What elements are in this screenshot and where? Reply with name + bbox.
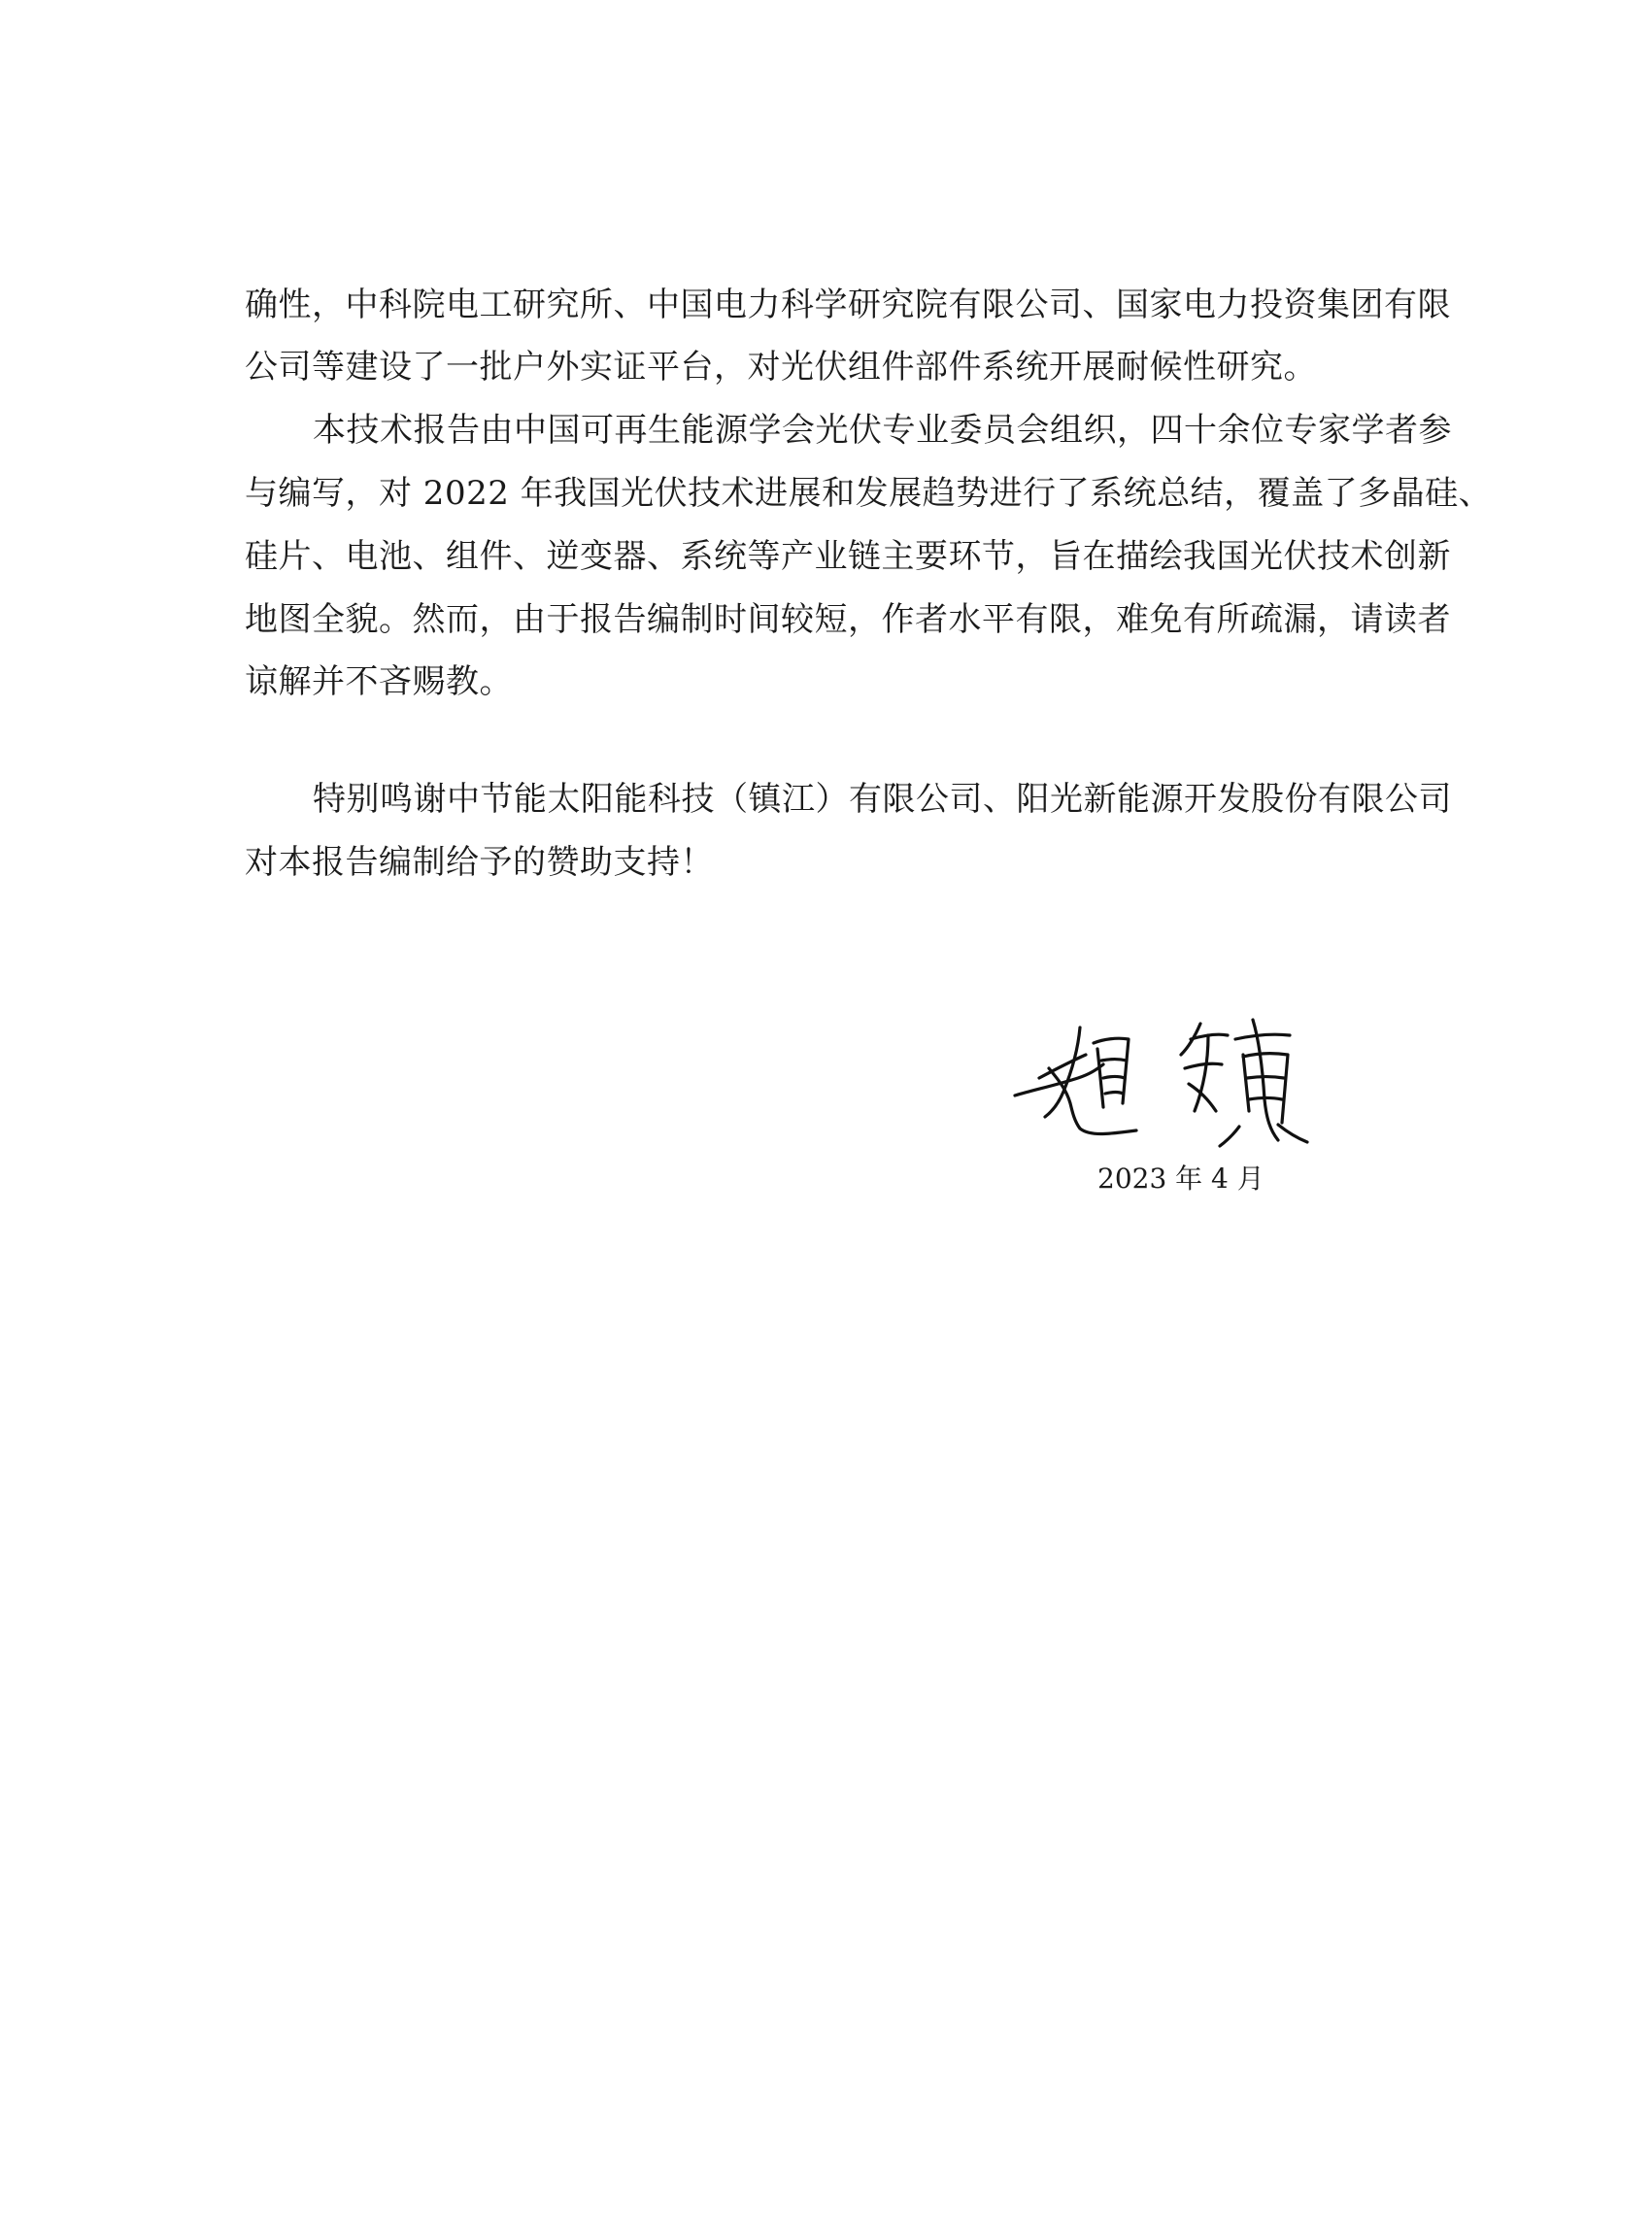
date-line: 2023 年 4 月 (1097, 1163, 1264, 1195)
paragraph-2-line-3: 硅片、电池、组件、逆变器、系统等产业链主要环节，旨在描绘我国光伏技术创新 (245, 537, 1451, 576)
paragraph-2-line-2: 与编写，对 2022 年我国光伏技术进展和发展趋势进行了系统总结，覆盖了多晶硅、 (245, 474, 1493, 513)
paragraph-3-line-2: 对本报告编制给予的赞助支持！ (245, 843, 714, 882)
paragraph-3-line-1: 特别鸣谢中节能太阳能科技（镇江）有限公司、阳光新能源开发股份有限公司 (313, 780, 1452, 819)
paragraph-2-line-1: 本技术报告由中国可再生能源学会光伏专业委员会组织，四十余位专家学者参 (313, 411, 1452, 450)
paragraph-1-line-1: 确性，中科院电工研究所、中国电力科学研究院有限公司、国家电力投资集团有限 (245, 286, 1451, 324)
handwritten-signature (1010, 1010, 1321, 1156)
paragraph-2-line-5: 谅解并不吝赐教。 (245, 662, 513, 701)
paragraph-2-line-4: 地图全貌。然而，由于报告编制时间较短，作者水平有限，难免有所疏漏，请读者 (245, 600, 1451, 639)
paragraph-1-line-2: 公司等建设了一批户外实证平台，对光伏组件部件系统开展耐候性研究。 (245, 348, 1317, 387)
